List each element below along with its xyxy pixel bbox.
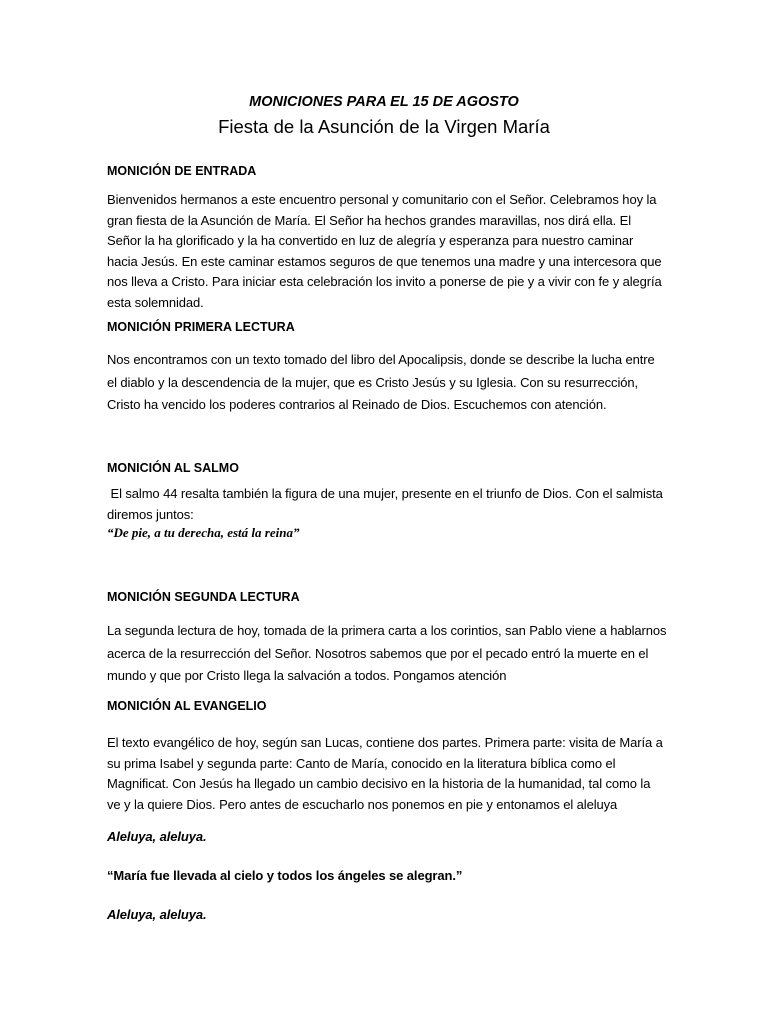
salmo-response: “De pie, a tu derecha, está la reina” — [107, 525, 300, 540]
aleluya-line-2: Aleluya, aleluya. — [107, 907, 207, 922]
section-text-entrada: Bienvenidos hermanos a este encuentro personal y comunitario con el Señor. Celebramos hoy la gran fiesta de la Asunción de María. El Señor ha hechos grandes maravillas, nos dirá ella. El Señor la ha glorificado y la ha convertido en luz de alegría y esperanza para nuestro caminar hacia Jesús. En este caminar estamos seguros de que tenemos una madre y una intercesora que nos lleva a Cristo. Para iniciar esta celebración los invito a ponerse de pie y a vivir con fe y alegría esta solemnidad. — [107, 192, 662, 310]
document-title: MONICIONES PARA EL 15 DE AGOSTO — [249, 94, 519, 110]
document-subtitle: Fiesta de la Asunción de la Virgen María — [218, 116, 550, 137]
section-text-primera-lectura: Nos encontramos con un texto tomado del libro del Apocalipsis, donde se describe la lucha entre el diablo y la descendencia de la mujer, que es Cristo Jesús y su Iglesia. Con su resurrección, Cristo ha vencido los poderes contrarios al Reinado de Dios. Escuchemos con atención. — [107, 352, 655, 412]
section-heading-evangelio: MONICIÓN AL EVANGELIO — [107, 699, 267, 713]
section-heading-entrada: MONICIÓN DE ENTRADA — [107, 164, 257, 178]
aleluya-line-1: Aleluya, aleluya. — [107, 829, 207, 844]
section-text-salmo: El salmo 44 resalta también la figura de una mujer, presente en el triunfo de Dios. Con el salmista diremos juntos: — [107, 486, 667, 522]
section-heading-segunda-lectura: MONICIÓN SEGUNDA LECTURA — [107, 590, 300, 604]
section-text-evangelio: El texto evangélico de hoy, según san Lucas, contiene dos partes. Primera parte: visita de María a su prima Isabel y segunda parte: Canto de María, conocido en la literatura bíblica como el Magnificat. Con Jesús ha llegado un cambio decisivo en la historia de la humanidad, tal como la ve y la quiere Dios. Pero antes de escucharlo nos ponemos en pie y entonamos el aleluya — [107, 735, 663, 812]
section-text-segunda-lectura: La segunda lectura de hoy, tomada de la primera carta a los corintios, san Pablo viene a hablarnos acerca de la resurrección del Señor. Nosotros sabemos que por el pecado entró la muerte en el mundo y que por Cristo llega la salvación a todos. Pongamos atención — [107, 623, 667, 683]
section-heading-salmo: MONICIÓN AL SALMO — [107, 461, 239, 475]
section-heading-primera-lectura: MONICIÓN PRIMERA LECTURA — [107, 320, 295, 334]
gospel-acclamation-verse: “María fue llevada al cielo y todos los ángeles se alegran.” — [107, 868, 463, 883]
